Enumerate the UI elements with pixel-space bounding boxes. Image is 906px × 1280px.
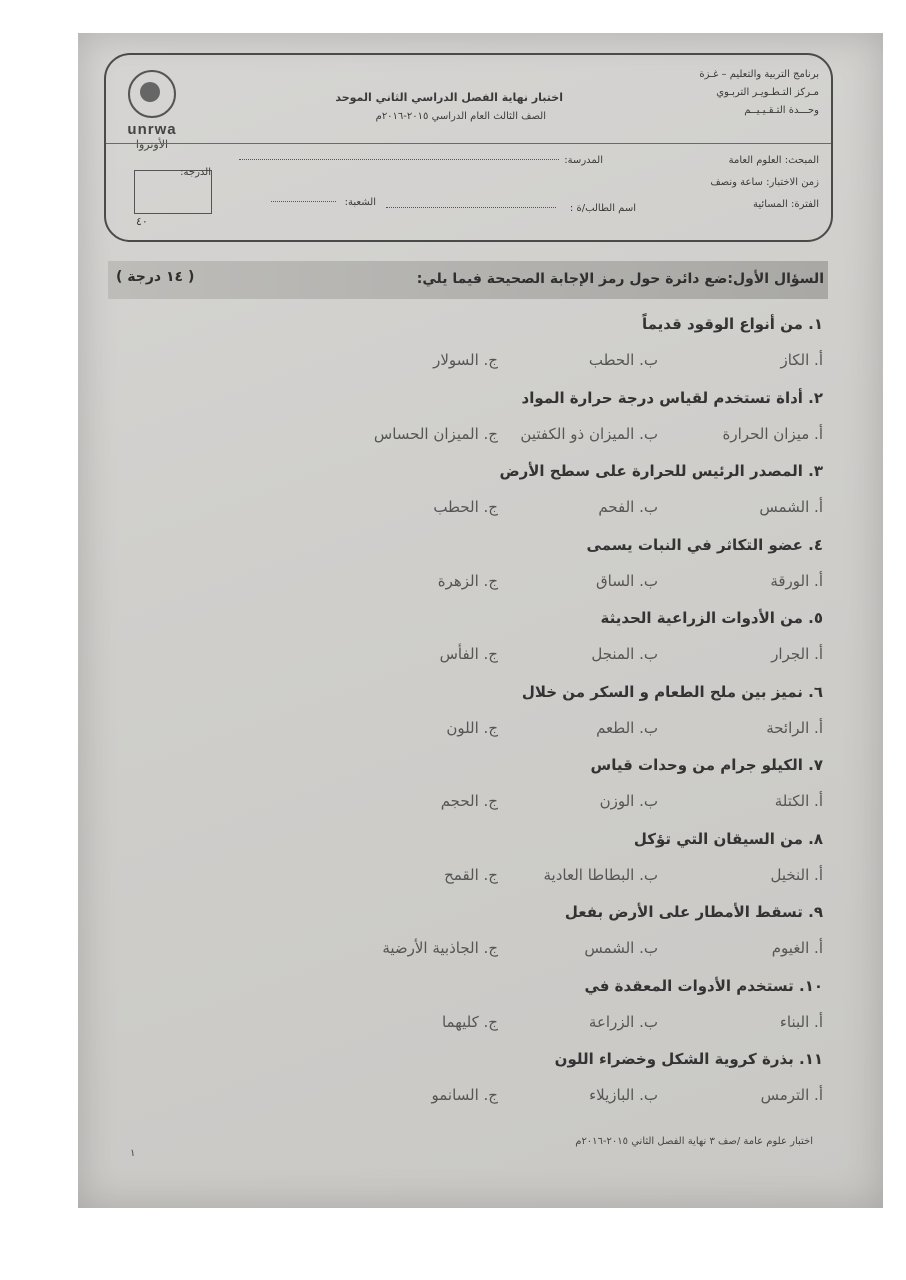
option-a[interactable]: أ. البناء [779, 1012, 823, 1031]
option-b[interactable]: ب. المنجل [591, 645, 658, 663]
question-text: ٧. الكيلو جرام من وحدات قياس [590, 756, 823, 774]
logo-sub: الأونروا [135, 139, 169, 151]
option-b[interactable]: ب. الوزن [599, 792, 658, 810]
period-label: الفترة: المسائية [753, 199, 819, 210]
question-one-prompt: السؤال الأول:ضع دائرة حول رمز الإجابة الصحيحة فيما يلي: [416, 271, 824, 287]
option-a[interactable]: أ. الغيوم [771, 939, 823, 957]
option-c[interactable]: ج. الميزان الحساس [373, 424, 498, 443]
option-c[interactable]: ج. الفأس [439, 645, 498, 663]
option-b[interactable]: ب. الحطب [588, 351, 658, 369]
option-a[interactable]: أ. الترمس [760, 1086, 823, 1104]
option-a[interactable]: أ. ميزان الحرارة [722, 424, 823, 443]
question-text: ٥. من الأدوات الزراعية الحديثة [600, 609, 823, 627]
option-b[interactable]: ب. الشمس [584, 939, 658, 957]
subject-label: المبحث: العلوم العامة [728, 155, 819, 166]
option-b[interactable]: ب. البازيلاء [589, 1086, 658, 1104]
option-c[interactable]: ج. الزهرة [437, 571, 498, 590]
option-c[interactable]: ج. الجاذبية الأرضية [382, 939, 498, 957]
option-c[interactable]: ج. كليهما [441, 1012, 498, 1031]
org-line-1: برنامج التربية والتعليم – غـزة [699, 69, 819, 80]
un-emblem-icon [128, 70, 176, 118]
question-one-banner [108, 261, 828, 299]
section-label: الشعبة: [344, 197, 376, 208]
question-text: ٨. من السيقان التي تؤكل [633, 829, 823, 848]
page-number: ١ [130, 1148, 136, 1159]
student-label: اسم الطالب/ة : [569, 203, 636, 214]
option-c[interactable]: ج. الحجم [440, 792, 498, 810]
question-text: ١٠. تستخدم الأدوات المعقدة في [584, 976, 823, 995]
option-b[interactable]: ب. الفحم [598, 498, 658, 516]
question-text: ٩. تسقط الأمطار على الأرض بفعل [564, 903, 823, 921]
question-one-marks: ( ١٤ درجة ) [116, 269, 195, 285]
question-text: ١. من أنواع الوقود قديماً [641, 315, 823, 333]
question-text: ٢. أداة تستخدم لقياس درجة حرارة المواد [521, 388, 823, 407]
grade-label: الدرجة: [180, 167, 211, 178]
option-c[interactable]: ج. السولار [433, 351, 498, 369]
option-b[interactable]: ب. الزراعة [588, 1012, 658, 1031]
org-line-3: وحـــدة التـقـيـيــم [744, 105, 819, 116]
time-label: زمن الاختبار: ساعة ونصف [710, 177, 819, 188]
unrwa-logo [116, 70, 188, 151]
logo-name: unrwa [127, 121, 177, 138]
option-c[interactable]: ج. اللون [446, 718, 498, 737]
exam-header [104, 53, 833, 242]
option-a[interactable]: أ. الكتلة [774, 792, 823, 810]
total-marks: ٤٠ [136, 215, 148, 228]
option-a[interactable]: أ. الشمس [759, 498, 823, 516]
section-field [271, 201, 336, 202]
question-text: ٣. المصدر الرئيس للحرارة على سطح الأرض [499, 462, 823, 480]
school-field [239, 159, 559, 160]
question-text: ١١. بذرة كروية الشكل وخضراء اللون [554, 1050, 823, 1068]
org-line-2: مـركز التـطـويـر التربـوي [716, 87, 819, 98]
option-a[interactable]: أ. الورقة [770, 571, 823, 590]
question-text: ٤. عضو التكاثر في النبات يسمى [586, 535, 823, 554]
footer-text: اختبار علوم عامة /صف ٣ نهاية الفصل الثاني ٢٠١٥-٢٠١٦م [575, 1136, 813, 1147]
option-b[interactable]: ب. الميزان ذو الكفتين [520, 424, 658, 443]
option-a[interactable]: أ. الكاز [780, 351, 823, 369]
option-a[interactable]: أ. الرائحة [766, 718, 823, 737]
exam-title: اختبار نهاية الفصل الدراسي الثاني الموحد [335, 91, 563, 104]
option-a[interactable]: أ. الجرار [771, 645, 823, 663]
option-c[interactable]: ج. القمح [444, 865, 498, 884]
option-b[interactable]: ب. البطاطا العادية [543, 865, 658, 884]
school-label: المدرسة: [564, 155, 603, 166]
option-a[interactable]: أ. النخيل [770, 865, 823, 884]
option-b[interactable]: ب. الطعم [596, 718, 658, 737]
option-c[interactable]: ج. السانمو [431, 1086, 498, 1104]
exam-paper [78, 33, 883, 1208]
option-c[interactable]: ج. الحطب [433, 498, 498, 516]
student-field [386, 207, 556, 208]
exam-subtitle: الصف الثالث العام الدراسي ٢٠١٥-٢٠١٦م [375, 111, 546, 122]
header-divider [106, 143, 831, 144]
option-b[interactable]: ب. الساق [596, 571, 658, 590]
question-text: ٦. نميز بين ملح الطعام و السكر من خلال [521, 682, 823, 701]
